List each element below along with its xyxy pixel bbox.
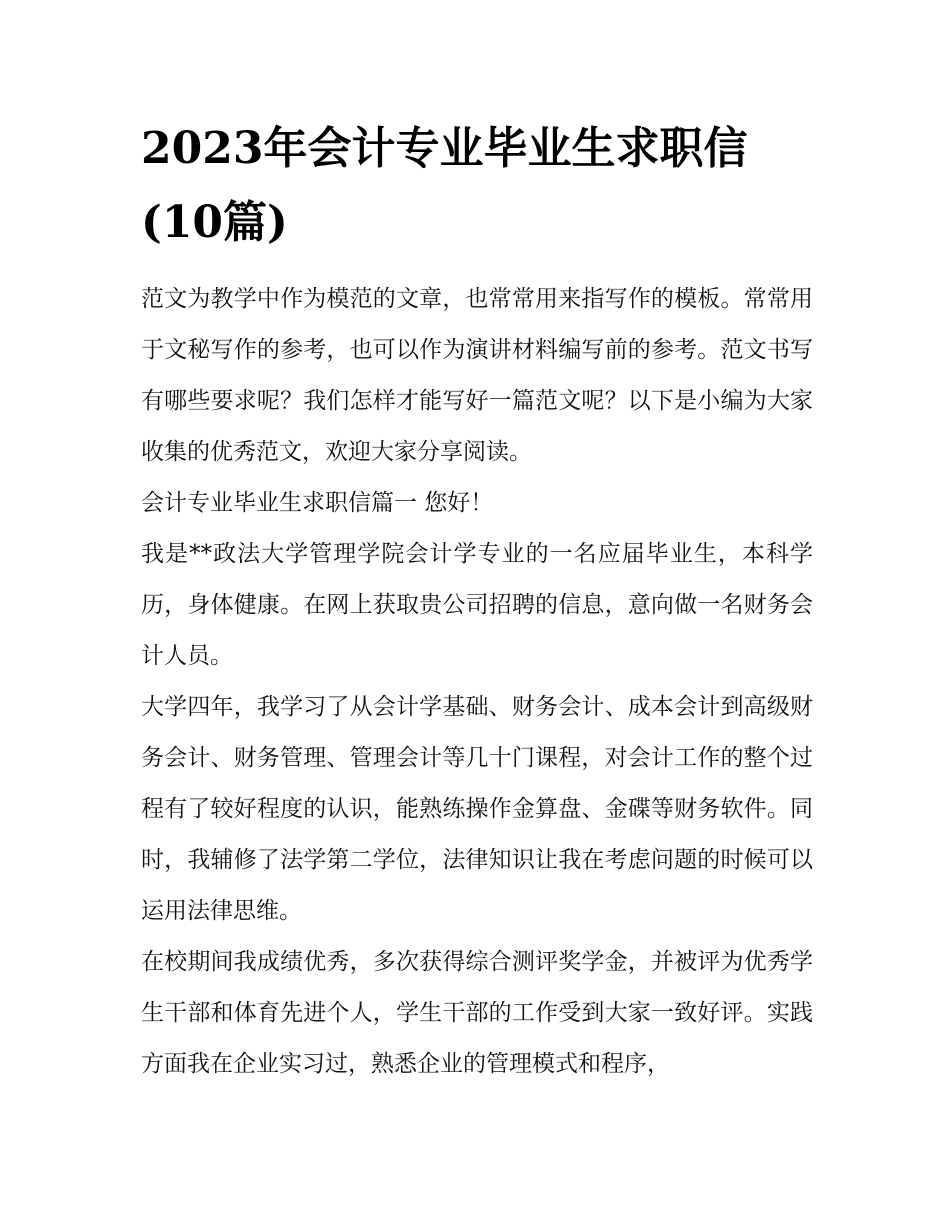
paragraph-achievements: 在校期间我成绩优秀，多次获得综合测评奖学金，并被评为优秀学生干部和体育先进个人，学生干部的工作受到大家一致好评。实践方面我在企业实习过，熟悉企业的管理模式和程序，: [141, 949, 813, 1077]
paragraph-self-introduction: 我是**政法大学管理学院会计学专业的一名应届毕业生，本科学历，身体健康。在网上获取贵公司招聘的信息，意向做一名财务会计人员。: [141, 541, 813, 669]
document-body: [141, 112, 813, 1090]
paragraph-greeting: 会计专业毕业生求职信篇一 您好！: [141, 490, 494, 516]
paragraph-education: 大学四年，我学习了从会计学基础、财务会计、成本会计到高级财务会计、财务管理、管理会计等几十门课程，对会计工作的整个过程有了较好程度的认识，能熟练操作金算盘、金碟等财务软件。同时，我辅修了法学第二学位，法律知识让我在考虑问题的时候可以运用法律思维。: [141, 694, 813, 924]
document-title: 2023年会计专业毕业生求职信(10篇): [141, 123, 748, 248]
paragraph-intro: 范文为教学中作为模范的文章，也常常用来指写作的模板。常常用于文秘写作的参考，也可以作为演讲材料编写前的参考。范文书写有哪些要求呢？我们怎样才能写好一篇范文呢？以下是小编为大家收集的优秀范文，欢迎大家分享阅读。: [141, 286, 813, 465]
